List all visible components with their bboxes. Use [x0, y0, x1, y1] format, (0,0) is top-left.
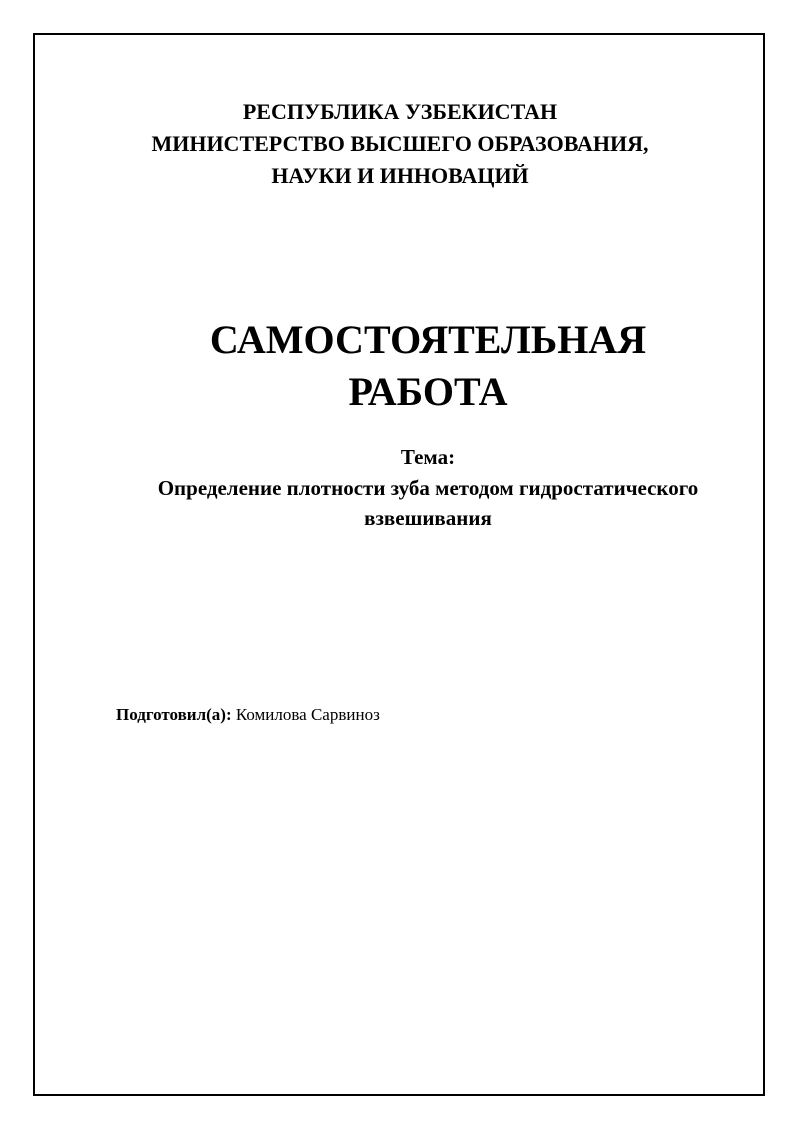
prepared-by [116, 704, 380, 726]
page-border [33, 33, 765, 1096]
topic-text [28, 473, 800, 533]
title-line-1: САМОСТОЯТЕЛЬНАЯ [209, 317, 647, 362]
prepared-by-label: Подготовил(а): [116, 705, 232, 724]
topic-label: Тема: [400, 445, 456, 469]
header-ministry-continued: НАУКИ И ИННОВАЦИЙ [271, 163, 529, 188]
header-ministry: МИНИСТЕРСТВО ВЫСШЕГО ОБРАЗОВАНИЯ, [151, 131, 649, 156]
title-line-2: РАБОТА [348, 369, 508, 414]
author-name: Комилова Сарвиноз [235, 705, 380, 724]
header-country: РЕСПУБЛИКА УЗБЕКИСТАН [242, 99, 558, 124]
institution-header [0, 96, 800, 192]
document-title [28, 314, 800, 418]
topic-line-2: взвешивания [364, 506, 492, 530]
topic-line-1: Определение плотности зуба методом гидростатического [157, 476, 699, 500]
